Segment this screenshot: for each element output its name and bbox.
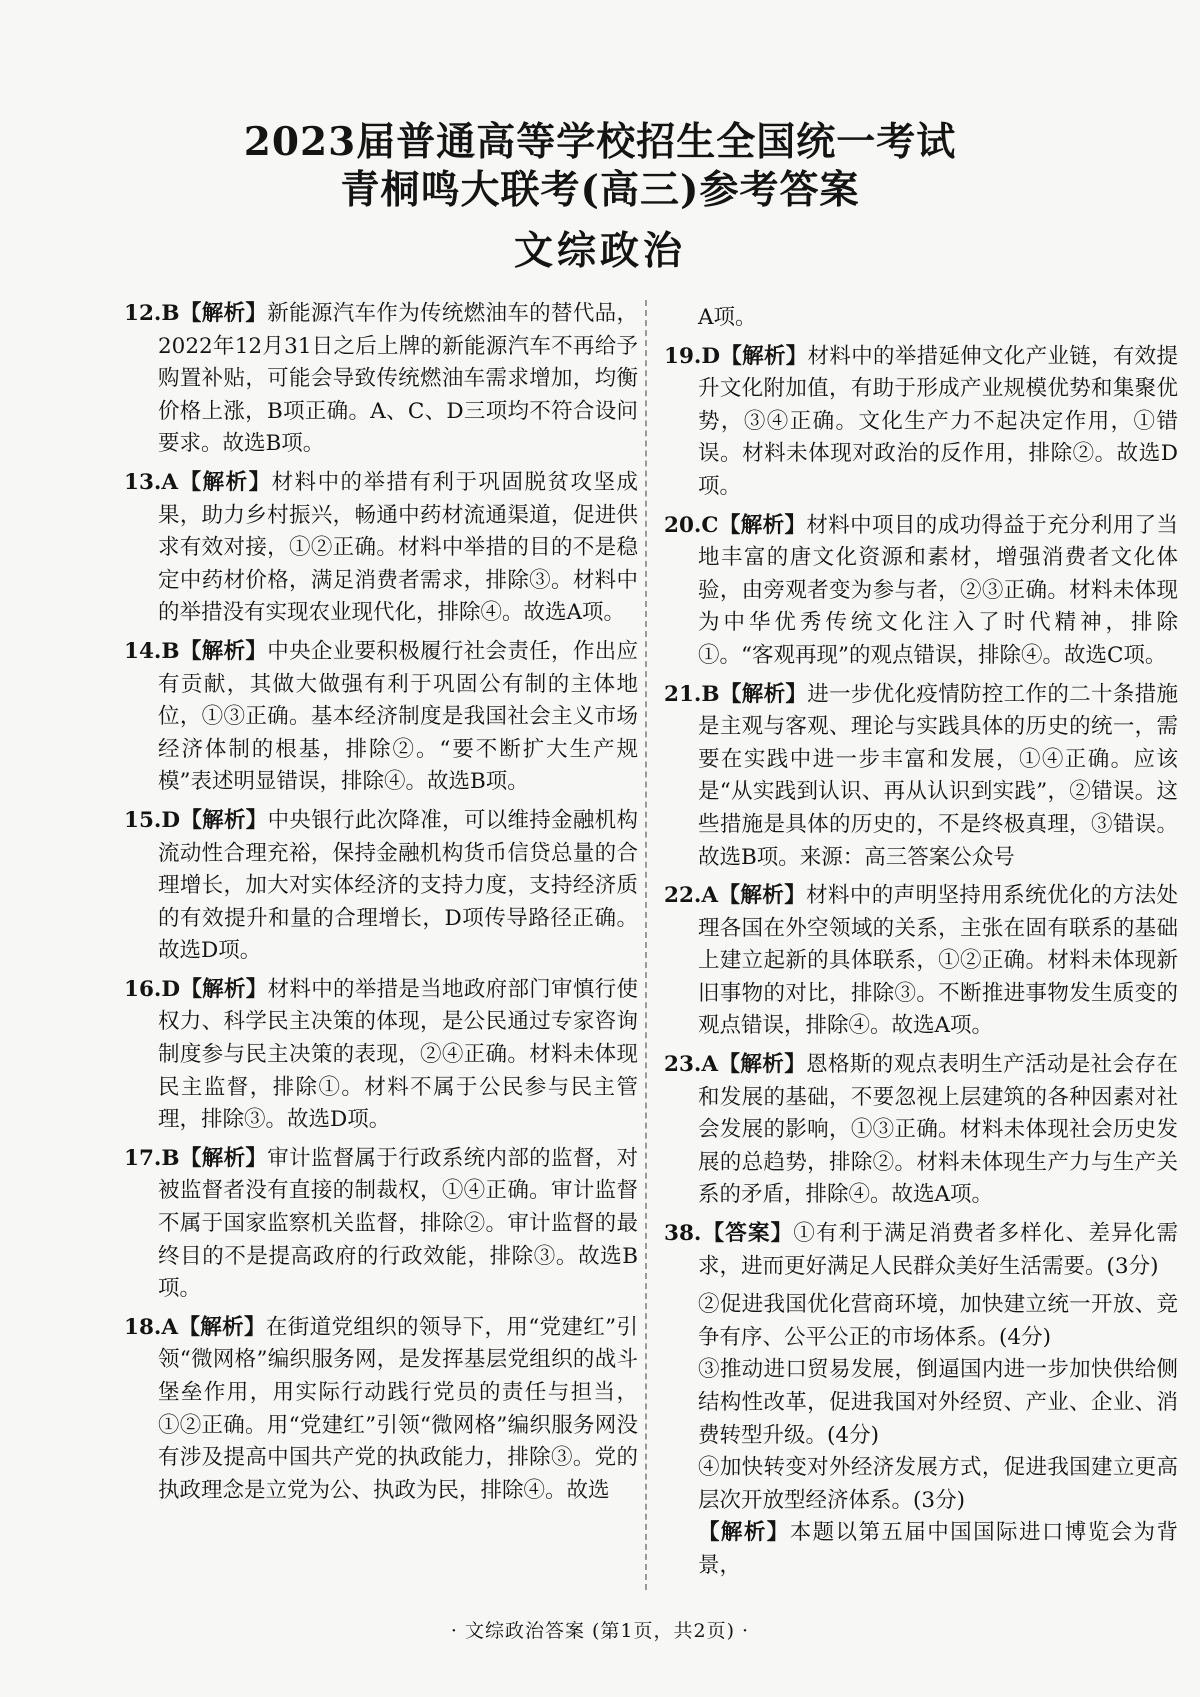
subject-title: 文综政治 [513, 229, 686, 274]
question-23 [664, 1049, 1178, 1212]
answer-point-2: ②促进我国优化营商环境，加快建立统一开放、竞争有序、公平公正的市场体系。(4分) [698, 1292, 1178, 1350]
answer-tag: 【答案】 [701, 1221, 794, 1247]
question-19 [664, 341, 1178, 504]
question-number: 38. [664, 1221, 702, 1247]
question-text: 恩格斯的观点表明生产活动是社会存在和发展的基础，不要忽视上层建筑的各种因素对社会发展的影响，①③正确。材料未体现社会历史发展的总趋势，排除②。材料未体现生产力与生产关系的矛盾，排除④。故选A项。 [698, 1052, 1178, 1208]
analysis-tag: 【解析】 [698, 1520, 790, 1546]
left-column [124, 298, 638, 1513]
question-22 [664, 880, 1178, 1043]
analysis-tag: 【解析】 [720, 343, 808, 369]
question-text: 新能源汽车作为传统燃油车的替代品，2022年12月31日之后上牌的新能源汽车不再给予购置补贴，可能会导致传统燃油车需求增加，均衡价格上涨，B项正确。A、C、D三项均不符合设问要求。故选B项。 [158, 301, 638, 457]
question-21 [664, 679, 1178, 875]
question-number: 19.D [664, 343, 721, 369]
question-18 [124, 1312, 638, 1508]
question-12 [124, 298, 638, 461]
question-text: 在街道党组织的领导下，用“党建红”引领“微网格”编织服务网，是发挥基层党组织的战斗堡垒作用，用实际行动践行党员的责任与担当，①②正确。用“党建红”引领“微网格”编织服务网没有涉及提高中国共产党的执政能力，排除③。党的执政理念是立党为公、执政为民，排除④。故选 [158, 1314, 638, 1503]
question-text: 审计监督属于行政系统内部的监督，对被监督者没有直接的制裁权，①④正确。审计监督不属于国家监察机关监督，排除②。审计监督的最终目的不是提高政府的行政效能，排除③。故选B项。 [158, 1145, 638, 1302]
question-17 [124, 1143, 638, 1306]
question-text: 进一步优化疫情防控工作的二十条措施是主观与客观、理论与实践具体的历史的统一，需要在实践中进一步丰富和发展，①④正确。应该是“从实践到认识、再从认识到实践”，②错误。这些措施是具体的历史的，不是终极真理，③错误。故选B项。来源：高三答案公众号 [698, 681, 1178, 870]
question-13 [124, 467, 638, 630]
question-text: 材料中的举措有利于巩固脱贫攻坚成果，助力乡村振兴，畅通中药材流通渠道，促进供求有效对接，①②正确。材料中举措的目的不是稳定中药材价格，满足消费者需求，排除③。材料中的举措没有实现农业现代化，排除④。故选A项。 [158, 469, 638, 626]
exam-title: 2023届普通高等学校招生全国统一考试 [243, 119, 957, 165]
analysis-text: 本题以第五届中国国际进口博览会为背景， [698, 1520, 1178, 1578]
question-15 [124, 805, 638, 968]
right-column [664, 302, 1178, 1583]
question-14 [124, 636, 638, 799]
header [0, 118, 1200, 282]
question-number: 17.B [124, 1145, 180, 1171]
page-footer: · 文综政治答案 (第1页，共2页) · [450, 1620, 750, 1642]
analysis-tag: 【解析】 [180, 976, 268, 1002]
question-number: 23.A [664, 1052, 719, 1078]
analysis-tag: 【解析】 [718, 1052, 807, 1078]
question-number: 12.B [124, 301, 180, 326]
question-18-continued: A项。 [698, 305, 757, 330]
analysis-tag: 【解析】 [179, 301, 268, 326]
answer-point-3: ③推动进口贸易发展，倒逼国内进一步加快供给侧结构性改革，促进我国对外经贸、产业、企业、消费转型升级。(4分) [698, 1357, 1178, 1448]
analysis-tag: 【解析】 [180, 807, 268, 833]
question-number: 16.D [124, 976, 181, 1002]
question-16 [124, 974, 638, 1137]
question-text: 中央银行此次降准，可以维持金融机构流动性合理充裕，保持金融机构货币信贷总量的合理增长，加大对实体经济的支持力度，支持经济质的有效提升和量的合理增长，D项传导路径正确。故选D项。 [158, 807, 638, 964]
question-20 [664, 510, 1178, 673]
question-number: 15.D [124, 807, 181, 833]
question-number: 20.C [664, 512, 719, 538]
analysis-tag: 【解析】 [178, 469, 272, 495]
answer-point-4: ④加快转变对外经济发展方式，促进我国建立更高层次开放型经济体系。(3分) [698, 1455, 1178, 1513]
answer-point-1: ①有利于满足消费者多样化、差异化需求，进而更好满足人民群众美好生活需要。(3分) [698, 1221, 1178, 1279]
analysis-tag: 【解析】 [719, 681, 808, 707]
analysis-tag: 【解析】 [178, 1314, 266, 1340]
question-number: 14.B [124, 638, 180, 664]
analysis-tag: 【解析】 [718, 883, 807, 909]
analysis-tag: 【解析】 [718, 512, 807, 538]
question-text: 材料中的举措是当地政府部门审慎行使权力、科学民主决策的体现，是公民通过专家咨询制度参与民主决策的表现，②④正确。材料未体现民主监督，排除①。材料不属于公民参与民主管理，排除③。故选D项。 [158, 976, 638, 1133]
exam-subtitle: 青桐鸣大联考(高三)参考答案 [340, 167, 860, 213]
question-text: 中央企业要积极履行社会责任，作出应有贡献，其做大做强有利于巩固公有制的主体地位，①③正确。基本经济制度是我国社会主义市场经济体制的根基，排除②。“要不断扩大生产规模”表述明显错误，排除④。故选B项。 [158, 638, 638, 795]
question-text: 材料中的举措延伸文化产业链，有效提升文化附加值，有助于形成产业规模优势和集聚优势，③④正确。文化生产力不起决定作用，①错误。材料未体现对政治的反作用，排除②。故选D项。 [698, 343, 1178, 499]
question-38 [664, 1218, 1178, 1283]
analysis-tag: 【解析】 [179, 1145, 268, 1171]
question-text: 材料中项目的成功得益于充分利用了当地丰富的唐文化资源和素材，增强消费者文化体验，由旁观者变为参与者，②③正确。材料未体现为中华优秀传统文化注入了时代精神，排除①。“客观再现”的观点错误，排除④。故选C项。 [698, 512, 1178, 668]
question-number: 22.A [664, 883, 719, 909]
column-divider [645, 300, 647, 1590]
question-text: 材料中的声明坚持用系统优化的方法处理各国在外空领域的关系，主张在固有联系的基础上建立起新的具体联系，①②正确。材料未体现新旧事物的对比，排除③。不断推进事物发生质变的观点错误，排除④。故选A项。 [698, 883, 1178, 1039]
question-number: 21.B [664, 681, 720, 707]
analysis-tag: 【解析】 [179, 638, 268, 664]
question-number: 13.A [124, 469, 179, 495]
question-number: 18.A [124, 1314, 179, 1340]
analysis-38 [668, 1517, 1178, 1582]
